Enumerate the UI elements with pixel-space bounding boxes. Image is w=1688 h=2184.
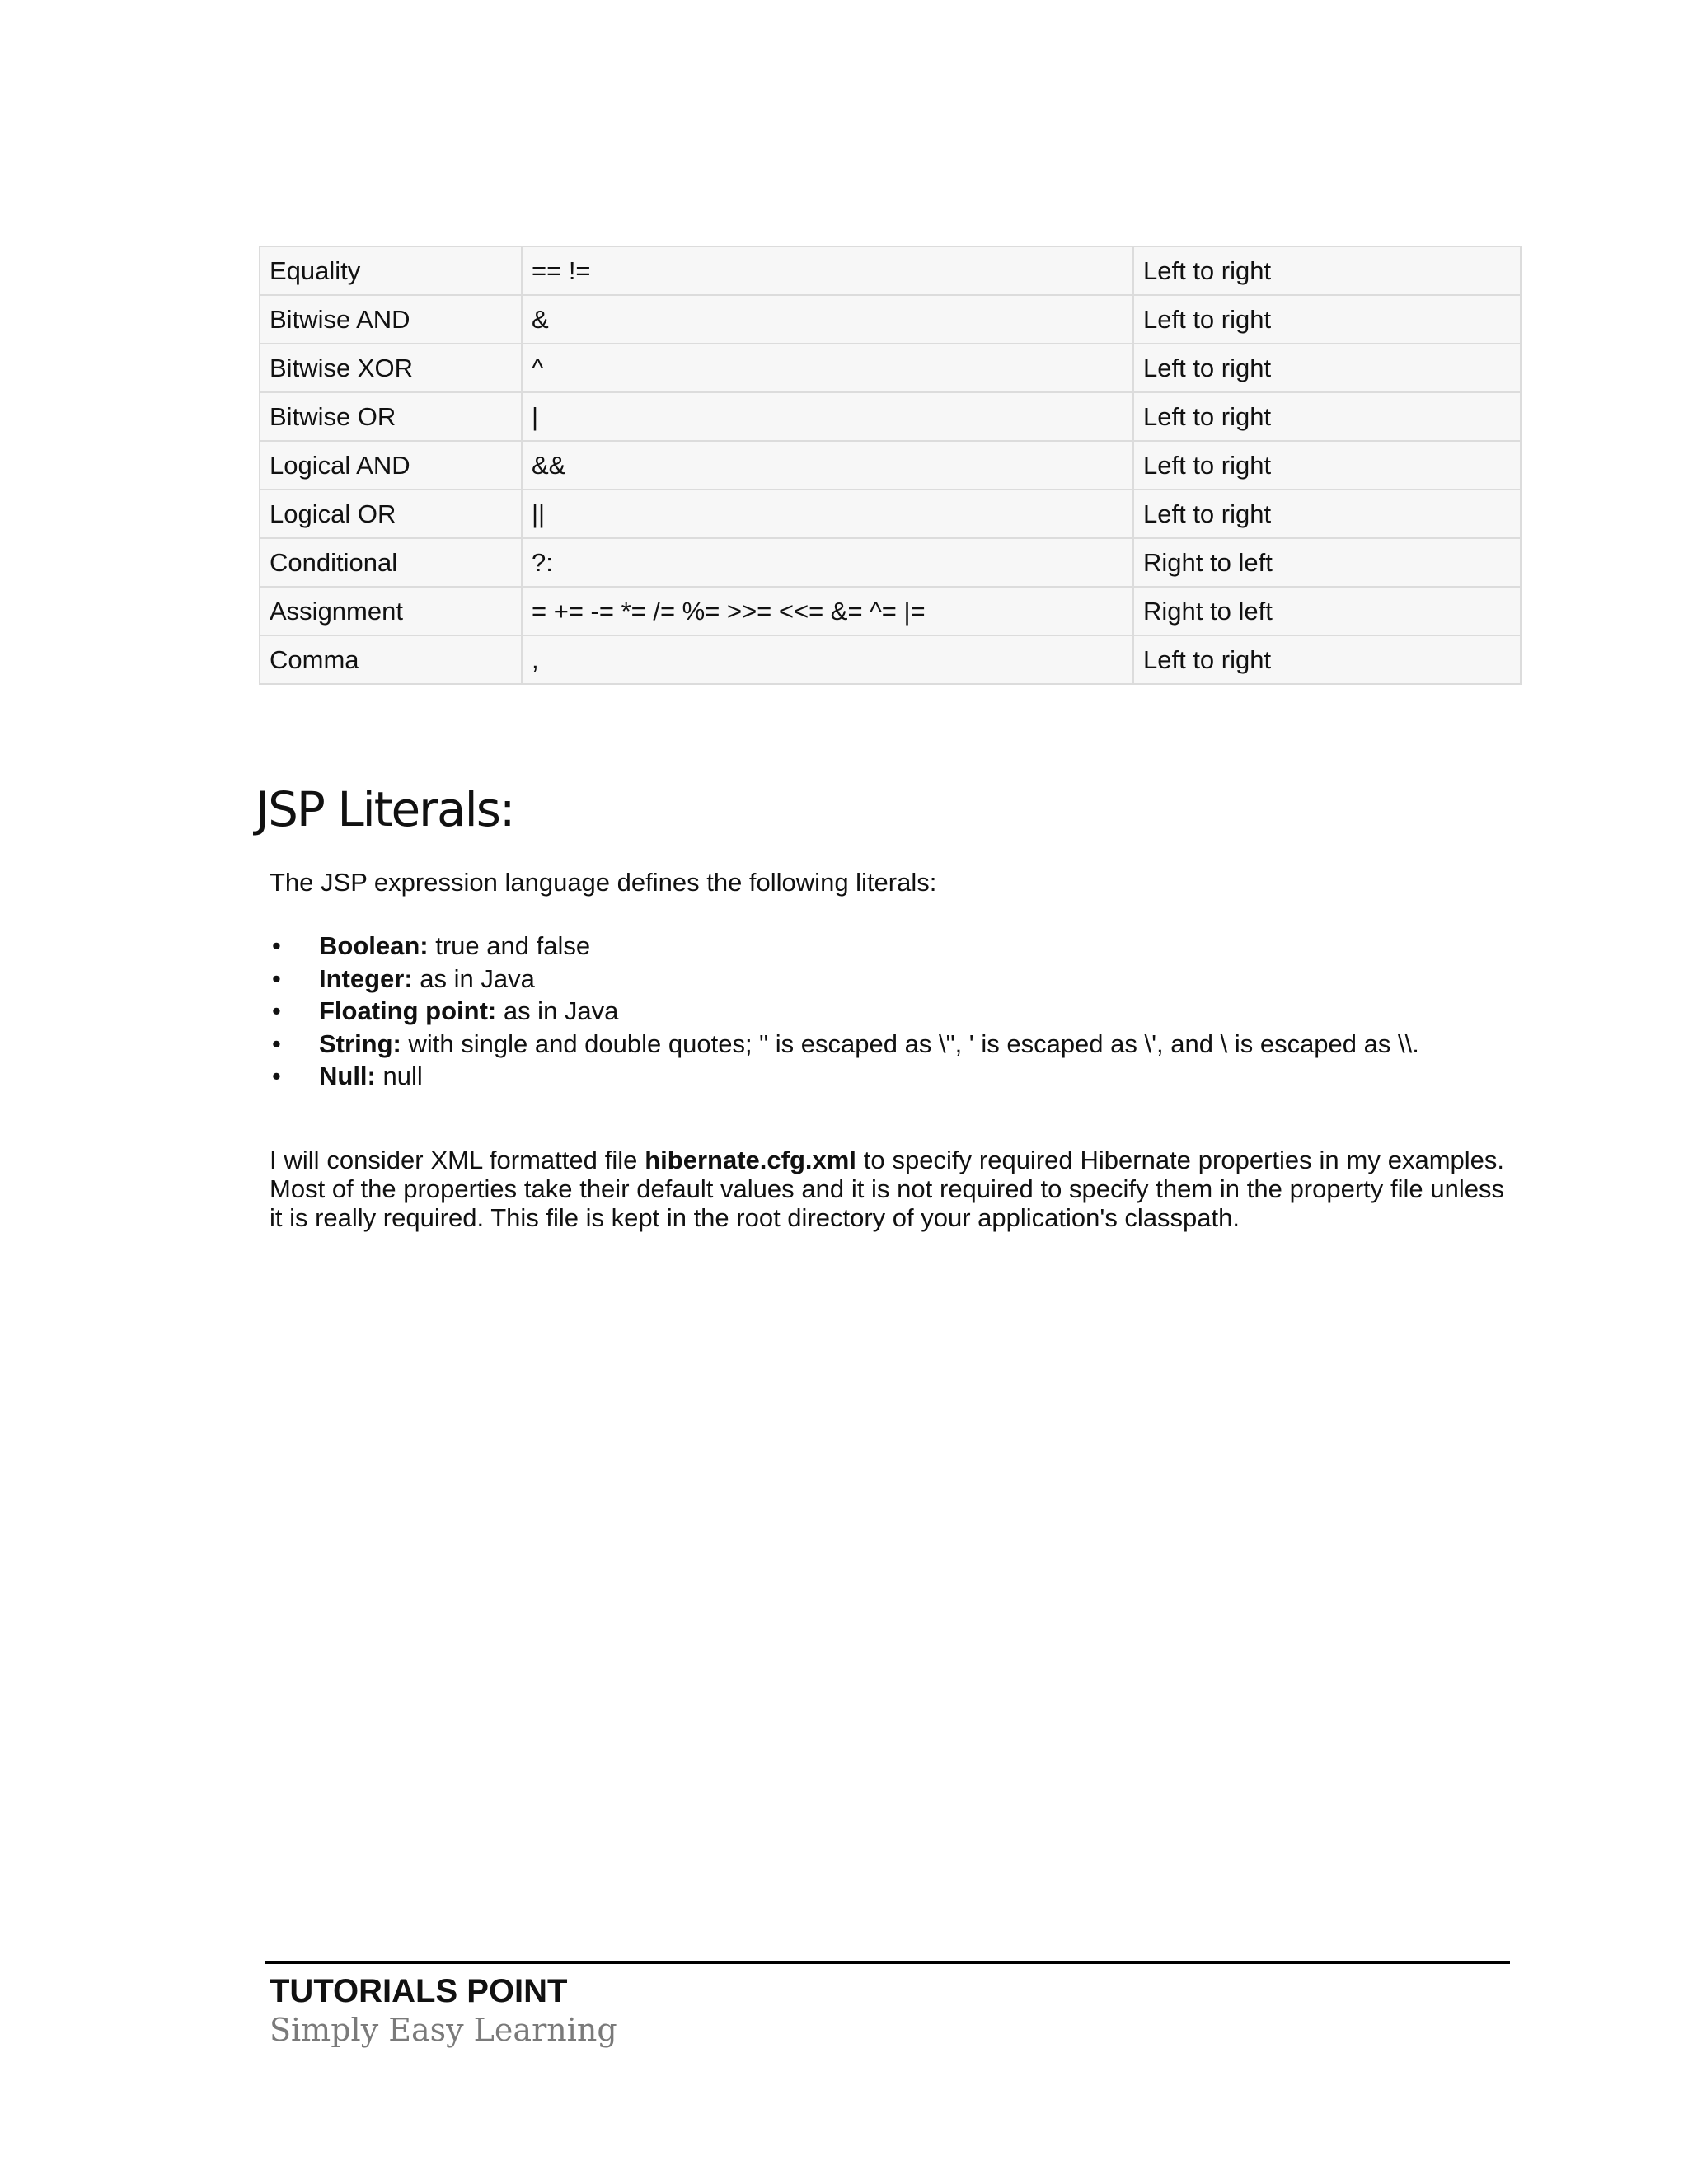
category-cell: Bitwise XOR: [260, 344, 522, 392]
category-cell: Conditional: [260, 538, 522, 587]
table-row: [260, 295, 1521, 344]
table-row: [260, 490, 1521, 538]
category-cell: Equality: [260, 246, 522, 295]
literal-description: true and false: [428, 931, 591, 960]
paragraph-text-before: I will consider XML formatted file: [270, 1146, 645, 1174]
operator-precedence-table: [259, 246, 1522, 685]
associativity-cell: Left to right: [1133, 635, 1521, 684]
operators-cell: = += -= *= /= %= >>= <<= &= ^= |=: [522, 587, 1133, 635]
list-item: [270, 963, 1419, 996]
table-row: [260, 441, 1521, 490]
associativity-cell: Right to left: [1133, 587, 1521, 635]
category-cell: Assignment: [260, 587, 522, 635]
bullet-icon: •: [272, 931, 281, 960]
table-row: [260, 392, 1521, 441]
associativity-cell: Left to right: [1133, 344, 1521, 392]
associativity-cell: Left to right: [1133, 295, 1521, 344]
table-row: [260, 246, 1521, 295]
associativity-cell: Right to left: [1133, 538, 1521, 587]
category-cell: Bitwise OR: [260, 392, 522, 441]
list-item: [270, 1028, 1419, 1061]
intro-text: The JSP expression language defines the following literals:: [270, 868, 937, 897]
category-cell: Logical OR: [260, 490, 522, 538]
list-item: [270, 930, 1419, 963]
table-row: [260, 635, 1521, 684]
operators-cell: == !=: [522, 246, 1133, 295]
literal-description: null: [375, 1062, 423, 1090]
config-filename: hibernate.cfg.xml: [645, 1146, 856, 1174]
operators-cell: |: [522, 392, 1133, 441]
table-row: [260, 587, 1521, 635]
operators-cell: &: [522, 295, 1133, 344]
literal-term: Boolean:: [319, 931, 429, 960]
bullet-icon: •: [272, 1029, 281, 1058]
associativity-cell: Left to right: [1133, 392, 1521, 441]
table-row: [260, 538, 1521, 587]
literal-description: as in Java: [496, 996, 619, 1025]
literal-term: Integer:: [319, 963, 413, 993]
literals-list: [270, 930, 1419, 1093]
operators-cell: ?:: [522, 538, 1133, 587]
operators-cell: ^: [522, 344, 1133, 392]
operators-cell: &&: [522, 441, 1133, 490]
footer-brand: TUTORIALS POINT: [270, 1973, 568, 2009]
operators-cell: ||: [522, 490, 1133, 538]
literal-term: Null:: [319, 1062, 376, 1090]
footer-tagline: Simply Easy Learning: [270, 2012, 617, 2048]
section-heading: JSP Literals:: [256, 781, 514, 837]
list-item: [270, 995, 1419, 1028]
literal-description: with single and double quotes; " is escaped as \", ' is escaped as \', and \ is escaped as \\.: [401, 1029, 1419, 1058]
table-row: [260, 344, 1521, 392]
list-item: [270, 1060, 1419, 1093]
associativity-cell: Left to right: [1133, 441, 1521, 490]
footer-divider: [265, 1961, 1510, 1964]
category-cell: Bitwise AND: [260, 295, 522, 344]
bullet-icon: •: [272, 963, 281, 993]
literal-term: String:: [319, 1029, 401, 1058]
associativity-cell: Left to right: [1133, 490, 1521, 538]
hibernate-config-paragraph: [270, 1146, 1504, 1232]
category-cell: Logical AND: [260, 441, 522, 490]
category-cell: Comma: [260, 635, 522, 684]
bullet-icon: •: [272, 996, 281, 1025]
bullet-icon: •: [272, 1062, 281, 1090]
paragraph-text-after: to specify required Hibernate properties in my examples. Most of the properties take their default values and it is not required to specify them in the property file unless it is really required. This file is kept in the root directory of your application's classpath.: [270, 1146, 1504, 1232]
operators-cell: ,: [522, 635, 1133, 684]
literal-term: Floating point:: [319, 996, 497, 1025]
literal-description: as in Java: [412, 963, 535, 993]
associativity-cell: Left to right: [1133, 246, 1521, 295]
